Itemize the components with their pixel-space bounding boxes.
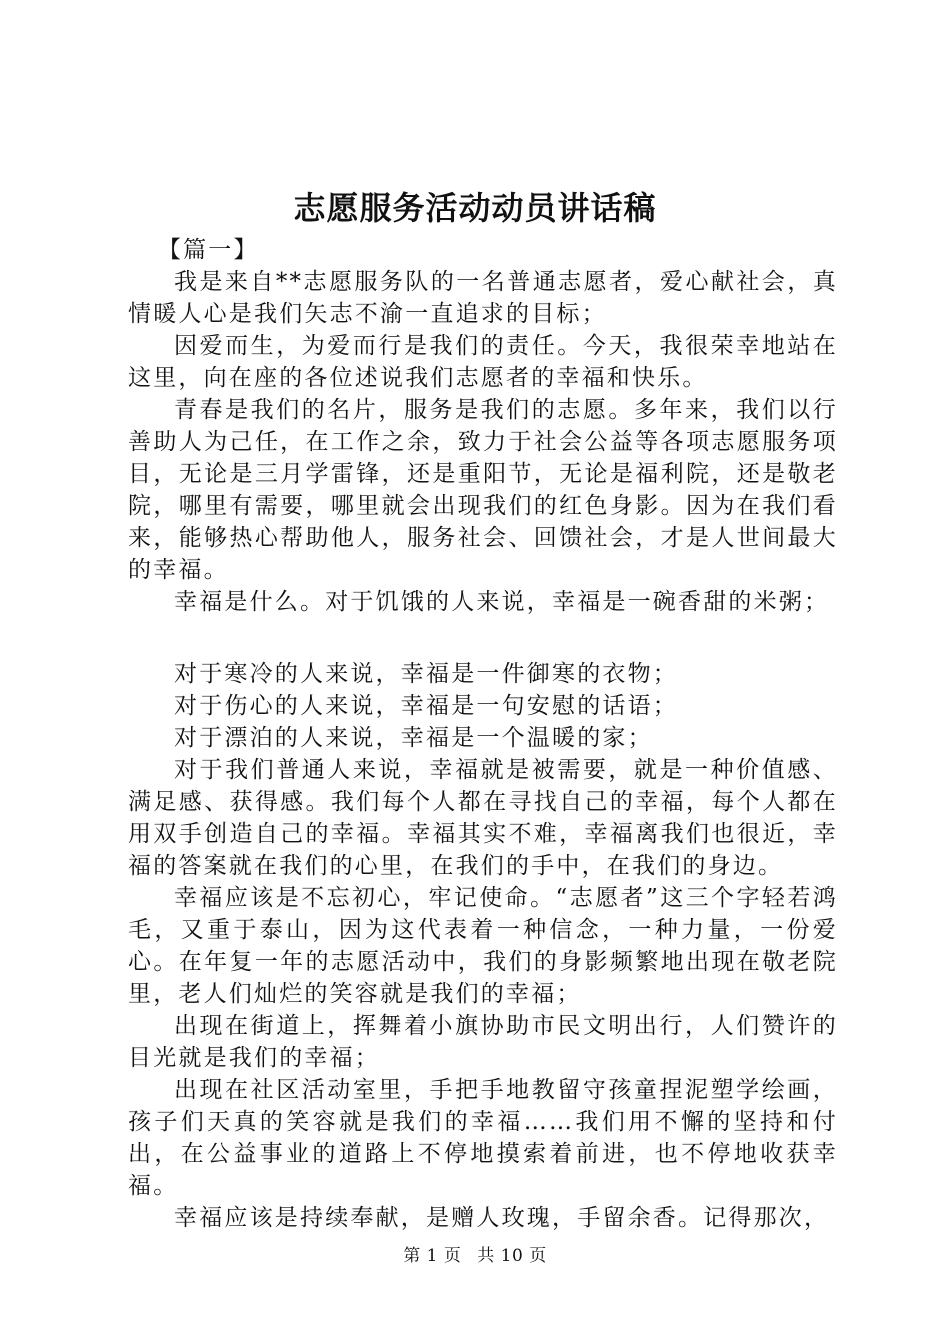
- paragraph: 幸福是什么。对于饥饿的人来说，幸福是一碗香甜的米粥；: [174, 589, 830, 615]
- document-body: [128, 234, 838, 1234]
- paragraph: 幸福应该是持续奉献，是赠人玫瑰，手留余香。记得那次，: [174, 1205, 830, 1231]
- page-number: 第 1 页: [403, 1246, 462, 1266]
- page-footer: [0, 1244, 950, 1268]
- paragraph: 我是来自**志愿服务队的一名普通志愿者，爱心献社会，真情暖人心是我们矢志不渝一直追求的目标；: [128, 269, 838, 327]
- paragraph: 因爱而生，为爱而行是我们的责任。今天，我很荣幸地站在这里，向在座的各位述说我们志愿者的幸福和快乐。: [128, 333, 838, 391]
- paragraph: 对于我们普通人来说，幸福就是被需要，就是一种价值感、满足感、获得感。我们每个人都在寻找自己的幸福，每个人都在用双手创造自己的幸福。幸福其实不难，幸福离我们也很近，幸福的答案就在我们的心里，在我们的手中，在我们的身边。: [128, 757, 838, 879]
- page-total: 共 10 页: [477, 1246, 547, 1266]
- section-heading: 【篇一】: [157, 237, 259, 263]
- document-title: 志愿服务活动动员讲话稿: [293, 189, 657, 227]
- paragraph: 对于伤心的人来说，幸福是一句安慰的话语；: [174, 693, 678, 719]
- paragraph: 出现在街道上，挥舞着小旗协助市民文明出行，人们赞许的目光就是我们的幸福；: [128, 1013, 838, 1071]
- paragraph: 青春是我们的名片，服务是我们的志愿。多年来，我们以行善助人为己任，在工作之余，致力于社会公益等各项志愿服务项目，无论是三月学雷锋，还是重阳节，无论是福利院，还是敬老院，哪里有需要，哪里就会出现我们的红色身影。因为在我们看来，能够热心帮助他人，服务社会、回馈社会，才是人世间最大的幸福。: [128, 397, 838, 583]
- paragraph: 出现在社区活动室里，手把手地教留守孩童捏泥塑学绘画，孩子们天真的笑容就是我们的幸福……我们用不懈的坚持和付出，在公益事业的道路上不停地摸索着前进，也不停地收获幸福。: [128, 1077, 838, 1199]
- paragraph: 对于寒冷的人来说，幸福是一件御寒的衣物；: [174, 661, 678, 687]
- paragraph: 幸福应该是不忘初心，牢记使命。“志愿者”这三个字轻若鸿毛，又重于泰山，因为这代表着一种信念，一种力量，一份爱心。在年复一年的志愿活动中，我们的身影频繁地出现在敬老院里，老人们灿烂的笑容就是我们的幸福；: [128, 885, 838, 1007]
- paragraph: 对于漂泊的人来说，幸福是一个温暖的家；: [174, 725, 653, 751]
